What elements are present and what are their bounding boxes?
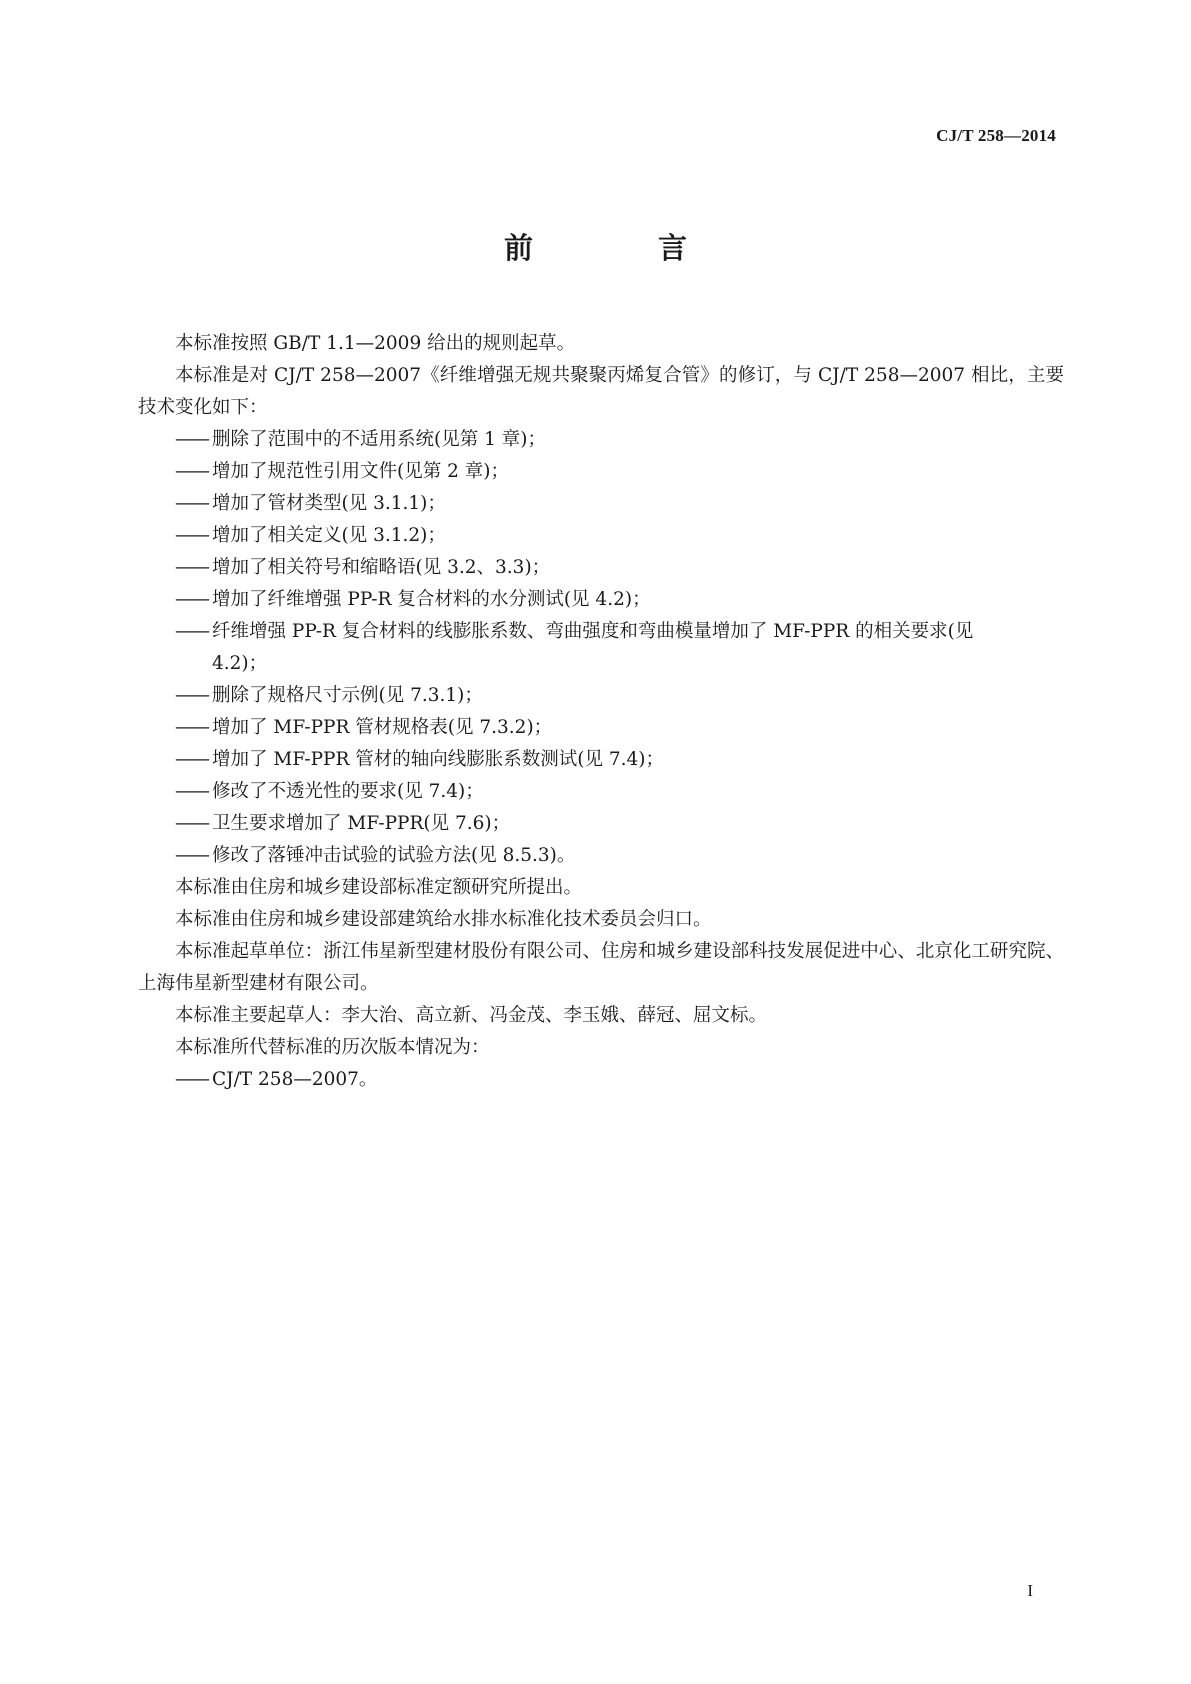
list-dash: —— [175, 813, 208, 834]
list-item [138, 1064, 1064, 1096]
list-item [138, 584, 1064, 616]
list-item-text: 增加了相关符号和缩略语(见 3.2、3.3)； [212, 557, 551, 578]
paragraph-version-history: 本标准所代替标准的历次版本情况为： [175, 1037, 490, 1058]
list-item [138, 552, 1064, 584]
list-dash: —— [175, 493, 208, 514]
list-dash: —— [175, 557, 208, 578]
list-dash: —— [175, 525, 208, 546]
list-dash: —— [175, 589, 208, 610]
changes-list [138, 424, 1064, 872]
list-dash: —— [175, 781, 208, 802]
page-title: 前 言 [503, 231, 735, 265]
list-item [138, 616, 1064, 680]
list-dash: —— [175, 749, 208, 770]
list-item [138, 520, 1064, 552]
paragraph-drafters: 本标准主要起草人：李大治、高立新、冯金茂、李玉娥、薛冠、屈文标。 [175, 1005, 768, 1026]
list-dash: —— [175, 621, 208, 642]
paragraph-proposer: 本标准由住房和城乡建设部标准定额研究所提出。 [175, 877, 583, 898]
list-dash: —— [175, 461, 208, 482]
list-item-text: 增加了 MF-PPR 管材的轴向线膨胀系数测试(见 7.4)； [212, 749, 665, 770]
list-item-text: 修改了落锤冲击试验的试验方法(见 8.5.3)。 [212, 845, 576, 866]
list-item-text: 卫生要求增加了 MF-PPR(见 7.6)； [212, 813, 511, 834]
list-item [138, 424, 1064, 456]
paragraph-technical-committee: 本标准由住房和城乡建设部建筑给水排水标准化技术委员会归口。 [175, 909, 712, 930]
page-number: I [1027, 1581, 1033, 1600]
list-item [138, 776, 1064, 808]
list-item [138, 840, 1064, 872]
list-dash: —— [175, 429, 208, 450]
paragraph-revision-intro: 本标准是对 CJ/T 258—2007《纤维增强无规共聚聚丙烯复合管》的修订，与 CJ/T 258—2007 相比，主要技术变化如下： [138, 365, 1064, 418]
list-item-text: 增加了管材类型(见 3.1.1)； [212, 493, 446, 514]
list-item-text: 删除了规格尺寸示例(见 7.3.1)； [212, 685, 483, 706]
list-item [138, 488, 1064, 520]
list-item-text: 增加了纤维增强 PP-R 复合材料的水分测试(见 4.2)； [212, 589, 651, 610]
list-item-continuation: 4.2)； [212, 653, 268, 674]
list-item-text: 增加了相关定义(见 3.1.2)； [212, 525, 446, 546]
list-dash: —— [175, 717, 208, 738]
list-item [138, 712, 1064, 744]
list-item-text: 增加了 MF-PPR 管材规格表(见 7.3.2)； [212, 717, 553, 738]
list-item [138, 456, 1064, 488]
list-item-text: 增加了规范性引用文件(见第 2 章)； [212, 461, 509, 482]
history-list [138, 1064, 1064, 1096]
list-item [138, 808, 1064, 840]
list-item [138, 680, 1064, 712]
list-item-text: CJ/T 258—2007。 [212, 1069, 378, 1090]
list-item-text: 修改了不透光性的要求(见 7.4)； [212, 781, 484, 802]
list-item [138, 744, 1064, 776]
list-item-text: 纤维增强 PP-R 复合材料的线膨胀系数、弯曲强度和弯曲模量增加了 MF-PPR 的相关要求(见 [212, 621, 974, 642]
paragraph-drafting-organizations: 本标准起草单位：浙江伟星新型建材股份有限公司、住房和城乡建设部科技发展促进中心、北京化工研究院、上海伟星新型建材有限公司。 [138, 941, 1064, 994]
paragraph-drafting-rules: 本标准按照 GB/T 1.1—2009 给出的规则起草。 [175, 333, 576, 354]
standard-code: CJ/T 258—2014 [936, 126, 1056, 145]
list-dash: —— [175, 845, 208, 866]
list-dash: —— [175, 685, 208, 706]
list-item-text: 删除了范围中的不适用系统(见第 1 章)； [212, 429, 546, 450]
list-dash: —— [175, 1069, 208, 1090]
document-body [138, 328, 1064, 1096]
